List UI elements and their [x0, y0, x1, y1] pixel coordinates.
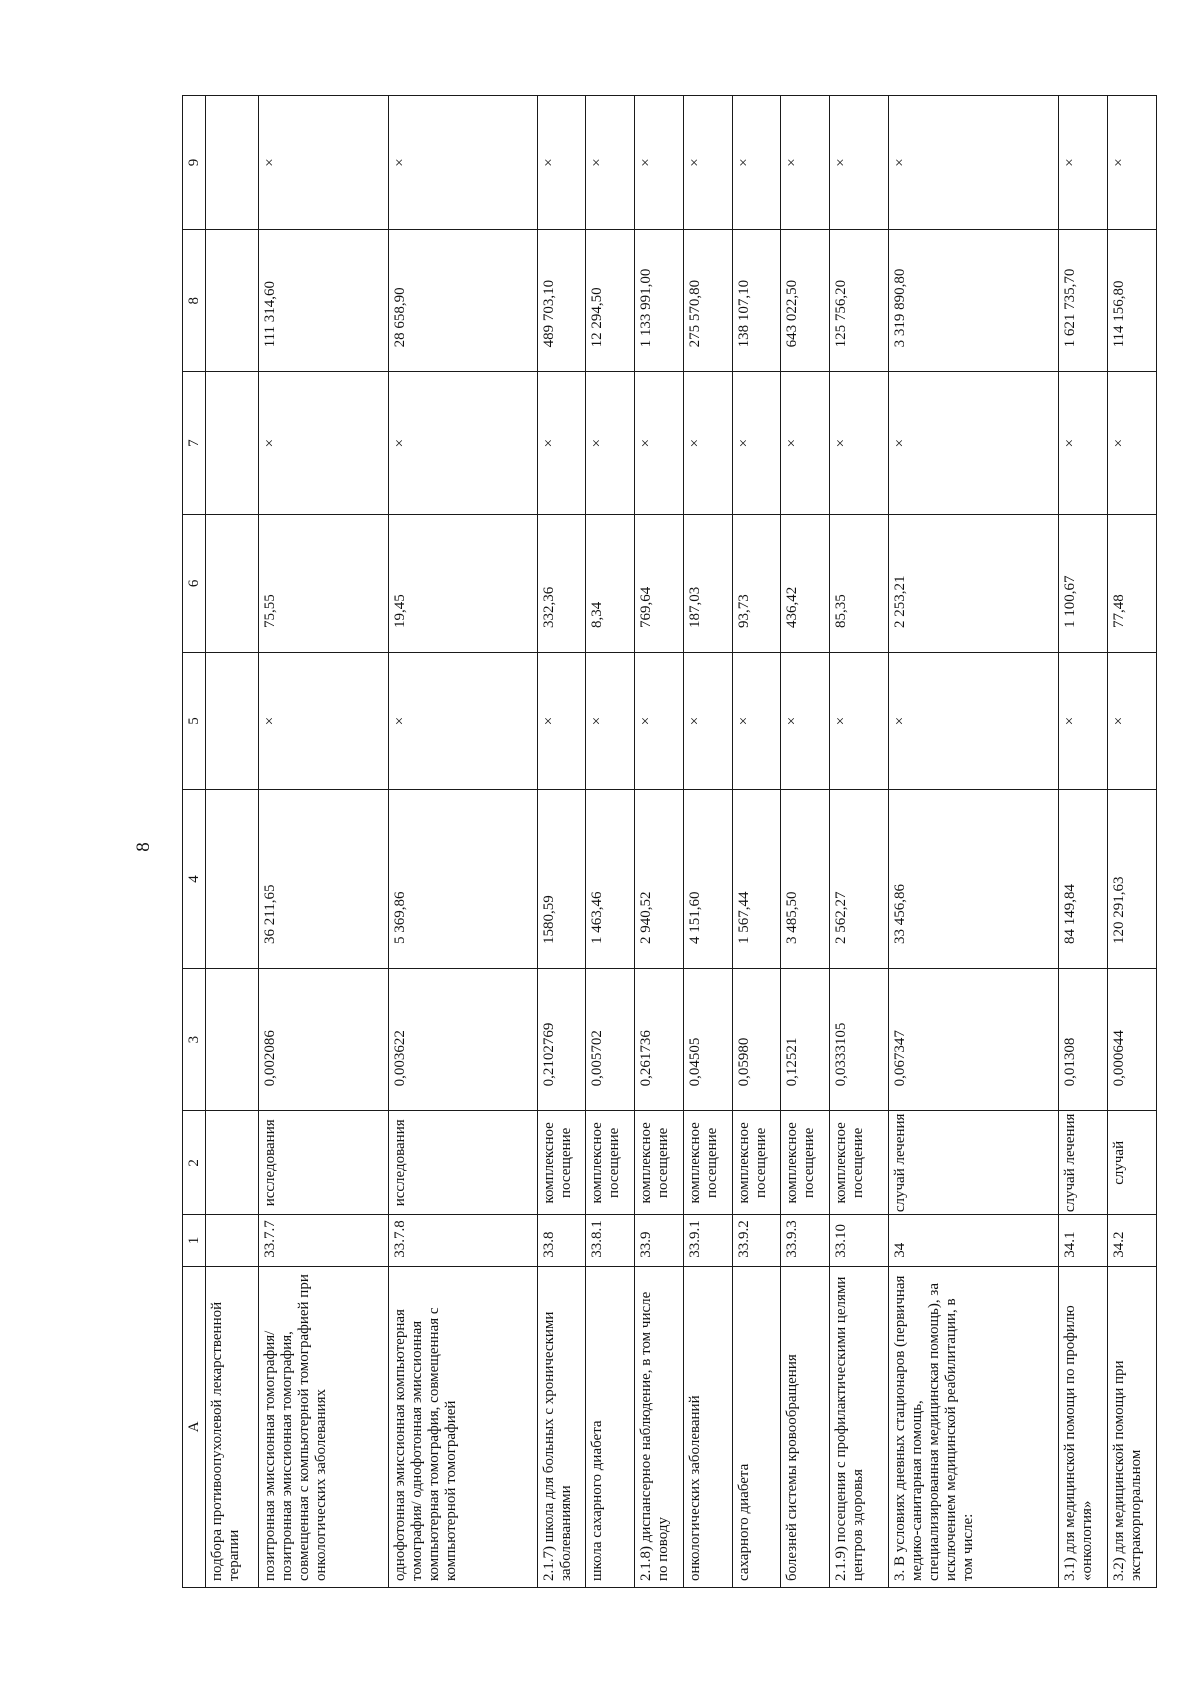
column-header: 1 — [183, 1215, 206, 1266]
table-cell: × — [830, 372, 889, 514]
table-cell: 769,64 — [635, 514, 684, 652]
table-cell: случай лечения — [1059, 1111, 1108, 1215]
table-cell: 3 485,50 — [781, 790, 830, 969]
table-cell: × — [537, 653, 586, 790]
page-number: 8 — [133, 842, 154, 852]
table-cell: × — [586, 372, 635, 514]
table-cell: 33.9 — [635, 1215, 684, 1266]
table-cell: × — [635, 653, 684, 790]
table-row — [537, 96, 586, 1588]
table-cell: 33.8 — [537, 1215, 586, 1266]
table-cell: × — [1108, 372, 1157, 514]
column-header: 9 — [183, 96, 206, 230]
row-label-cell: 2.1.9) посещения с профилактическими целями центров здоровья — [830, 1266, 889, 1587]
row-label-cell: сахарного диабета — [732, 1266, 781, 1587]
table-cell: 33.9.1 — [683, 1215, 732, 1266]
table-cell: 33.9.2 — [732, 1215, 781, 1266]
table-cell: × — [389, 372, 538, 514]
table-cell: 0,2102769 — [537, 968, 586, 1110]
table-row — [635, 96, 684, 1588]
table-cell: 0,12521 — [781, 968, 830, 1110]
table-cell: 28 658,90 — [389, 229, 538, 371]
table-cell: × — [635, 96, 684, 230]
table-cell: 8,34 — [586, 514, 635, 652]
table-row — [781, 96, 830, 1588]
table-cell: 0,000644 — [1108, 968, 1157, 1110]
table-cell — [206, 514, 259, 652]
table-cell: × — [1059, 653, 1108, 790]
table-cell: × — [259, 653, 389, 790]
row-label-cell: 3.1) для медицинской помощи по профилю «онкология» — [1059, 1266, 1108, 1587]
table-cell: × — [537, 372, 586, 514]
table-cell: 34 — [889, 1215, 1059, 1266]
table-cell: случай — [1108, 1111, 1157, 1215]
table-cell: 0,01308 — [1059, 968, 1108, 1110]
table-cell: 5 369,86 — [389, 790, 538, 969]
row-label-cell: подбора противоопухолевой лекарственной терапии — [206, 1266, 259, 1587]
table-cell: × — [781, 96, 830, 230]
table-cell: 77,48 — [1108, 514, 1157, 652]
row-label-cell: болезней системы кровообращения — [781, 1266, 830, 1587]
table-cell: × — [830, 653, 889, 790]
table-cell: 3 319 890,80 — [889, 229, 1059, 371]
table-cell: 120 291,63 — [1108, 790, 1157, 969]
column-header: 7 — [183, 372, 206, 514]
table-body — [206, 96, 1157, 1588]
table-cell: 19,45 — [389, 514, 538, 652]
table-cell: 2 253,21 — [889, 514, 1059, 652]
table-cell: 33.7.7 — [259, 1215, 389, 1266]
row-label-cell: 3.2) для медицинской помощи при экстракорпоральном — [1108, 1266, 1157, 1587]
table-cell: комплексное посещение — [586, 1111, 635, 1215]
table-cell: 34.2 — [1108, 1215, 1157, 1266]
table-cell: × — [889, 372, 1059, 514]
table-cell — [206, 968, 259, 1110]
table-cell: 33.10 — [830, 1215, 889, 1266]
table-cell: × — [732, 96, 781, 230]
table-cell — [206, 653, 259, 790]
row-label-cell: однофотонная эмиссионная компьютерная томография/ однофотонная эмиссионная компьютерная томография, совмещенная с компьютерной томографией — [389, 1266, 538, 1587]
table-cell: × — [586, 653, 635, 790]
table-row — [206, 96, 259, 1588]
table-cell: 75,55 — [259, 514, 389, 652]
table-cell: 0,067347 — [889, 968, 1059, 1110]
table-cell: 187,03 — [683, 514, 732, 652]
table-cell: исследования — [389, 1111, 538, 1215]
table-cell: × — [830, 96, 889, 230]
table-cell: 33.9.3 — [781, 1215, 830, 1266]
table-cell: 0,002086 — [259, 968, 389, 1110]
table-cell: × — [635, 372, 684, 514]
table-cell — [206, 96, 259, 230]
table-cell: комплексное посещение — [781, 1111, 830, 1215]
row-label-cell: 2.1.8) диспансерное наблюдение, в том числе по поводу — [635, 1266, 684, 1587]
table-row — [1108, 96, 1157, 1588]
table-cell: × — [259, 372, 389, 514]
column-header: 2 — [183, 1111, 206, 1215]
table-cell: 489 703,10 — [537, 229, 586, 371]
table-cell: × — [1108, 653, 1157, 790]
table-cell: 1580,59 — [537, 790, 586, 969]
table-cell: × — [537, 96, 586, 230]
table-cell: 114 156,80 — [1108, 229, 1157, 371]
table-cell: 85,35 — [830, 514, 889, 652]
table-cell: × — [259, 96, 389, 230]
table-cell: × — [732, 653, 781, 790]
table-cell: 275 570,80 — [683, 229, 732, 371]
table-cell: 1 463,46 — [586, 790, 635, 969]
column-header: 3 — [183, 968, 206, 1110]
table-cell: комплексное посещение — [683, 1111, 732, 1215]
table-cell: 436,42 — [781, 514, 830, 652]
data-table — [182, 95, 1157, 1588]
table-cell: 33.8.1 — [586, 1215, 635, 1266]
table-row — [732, 96, 781, 1588]
table-cell: комплексное посещение — [830, 1111, 889, 1215]
table-cell: 643 022,50 — [781, 229, 830, 371]
table-cell: исследования — [259, 1111, 389, 1215]
table-cell: 36 211,65 — [259, 790, 389, 969]
row-label-cell: онкологических заболеваний — [683, 1266, 732, 1587]
table-cell: 0,261736 — [635, 968, 684, 1110]
table-cell: комплексное посещение — [732, 1111, 781, 1215]
table-cell: 0,05980 — [732, 968, 781, 1110]
table-cell: 84 149,84 — [1059, 790, 1108, 969]
table-cell: × — [781, 653, 830, 790]
table-cell: 2 940,52 — [635, 790, 684, 969]
column-header: 5 — [183, 653, 206, 790]
table-cell: × — [889, 96, 1059, 230]
table-cell: 0,04505 — [683, 968, 732, 1110]
table-cell: 34.1 — [1059, 1215, 1108, 1266]
table-cell: × — [1059, 96, 1108, 230]
table-cell: × — [389, 96, 538, 230]
table-cell: 1 100,67 — [1059, 514, 1108, 652]
table-cell: комплексное посещение — [635, 1111, 684, 1215]
column-header: А — [183, 1266, 206, 1587]
table-cell: × — [586, 96, 635, 230]
table-cell: × — [1059, 372, 1108, 514]
table-cell — [206, 790, 259, 969]
table-cell: 2 562,27 — [830, 790, 889, 969]
table-cell: 138 107,10 — [732, 229, 781, 371]
row-label-cell: 2.1.7) школа для больных с хроническими заболеваниями — [537, 1266, 586, 1587]
table-cell: × — [781, 372, 830, 514]
table-cell: × — [1108, 96, 1157, 230]
table-row — [259, 96, 389, 1588]
table-header — [183, 96, 206, 1588]
table-cell — [206, 372, 259, 514]
row-label-cell: 3. В условиях дневных стационаров (первичная медико-санитарная помощь, специализированная медицинская помощь), за исключением медицинской реабилитации, в том числе: — [889, 1266, 1059, 1587]
table-cell: 1 621 735,70 — [1059, 229, 1108, 371]
table-row — [683, 96, 732, 1588]
table-cell: × — [683, 372, 732, 514]
column-header: 8 — [183, 229, 206, 371]
table-cell: 1 133 991,00 — [635, 229, 684, 371]
column-header: 6 — [183, 514, 206, 652]
table-cell: 33.7.8 — [389, 1215, 538, 1266]
table-row — [389, 96, 538, 1588]
table-cell: 332,36 — [537, 514, 586, 652]
table-cell: × — [683, 96, 732, 230]
table-cell: 111 314,60 — [259, 229, 389, 371]
table-cell: 125 756,20 — [830, 229, 889, 371]
table-cell: 4 151,60 — [683, 790, 732, 969]
table-cell: 93,73 — [732, 514, 781, 652]
table-cell: 12 294,50 — [586, 229, 635, 371]
table-cell: 0,0333105 — [830, 968, 889, 1110]
table-row — [889, 96, 1059, 1588]
table-cell: × — [683, 653, 732, 790]
table-cell: 0,005702 — [586, 968, 635, 1110]
table-row — [830, 96, 889, 1588]
table-cell: 1 567,44 — [732, 790, 781, 969]
table-cell: × — [889, 653, 1059, 790]
table-row — [586, 96, 635, 1588]
table-cell — [206, 1215, 259, 1266]
row-label-cell: позитронная эмиссионная томография/позитронная эмиссионная томография, совмещенная с компьютерной томографией при онкологических заболеваниях — [259, 1266, 389, 1587]
table-cell — [206, 1111, 259, 1215]
table-row — [1059, 96, 1108, 1588]
column-header: 4 — [183, 790, 206, 969]
row-label-cell: школа сахарного диабета — [586, 1266, 635, 1587]
table-cell: 0,003622 — [389, 968, 538, 1110]
table-cell — [206, 229, 259, 371]
table-cell: 33 456,86 — [889, 790, 1059, 969]
table-cell: комплексное посещение — [537, 1111, 586, 1215]
table-cell: × — [732, 372, 781, 514]
table-cell: × — [389, 653, 538, 790]
table-cell: случай лечения — [889, 1111, 1059, 1215]
